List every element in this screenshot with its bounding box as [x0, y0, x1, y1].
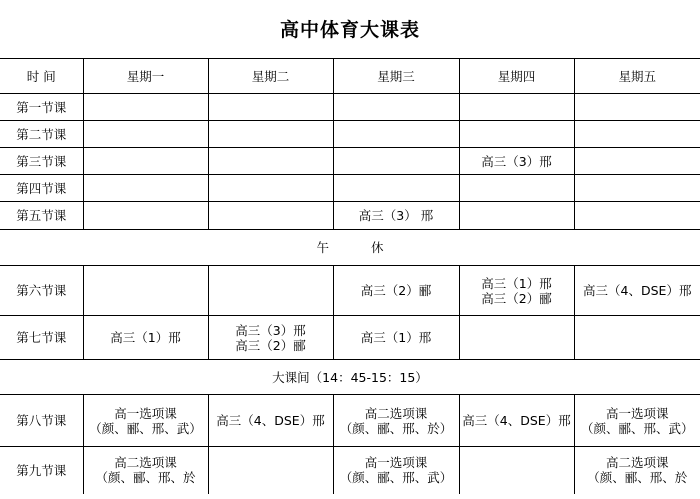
period-row: [0, 395, 700, 447]
class-cell-fri: [574, 94, 700, 121]
class-entry: 高二选项课: [364, 405, 428, 421]
period-label: 第七节课: [0, 316, 83, 360]
period-label: 第八节课: [0, 395, 83, 447]
class-cell-fri: [574, 316, 700, 360]
class-cell-mon: [83, 395, 208, 447]
class-cell-thu: [459, 395, 574, 447]
class-cell-wed: [333, 175, 459, 202]
class-cell-wed: [333, 94, 459, 121]
class-entry: （颜、郦、邢、於: [95, 470, 196, 486]
class-cell-thu: [459, 175, 574, 202]
class-entry: （颜、郦、邢、武）: [339, 470, 453, 486]
class-cell-thu: [459, 266, 574, 316]
period-label: 第九节课: [0, 447, 83, 494]
class-entry: 高三（3）邢: [235, 322, 306, 338]
class-entry: （颜、郦、邢、於）: [339, 420, 453, 436]
class-cell-mon: [83, 202, 208, 230]
class-entry: 高三（4、DSE）邢: [462, 413, 571, 428]
noon-break-text: 休: [371, 240, 384, 255]
class-cell-thu: [459, 148, 574, 175]
class-cell-tue: [208, 148, 333, 175]
schedule-table: [0, 58, 700, 494]
header-row: [0, 59, 700, 94]
class-entry: 高三（1）邢: [110, 330, 181, 345]
class-entry: 高三（2）郦: [481, 290, 552, 306]
class-entry: 高三（2）郦: [235, 337, 306, 353]
class-cell-fri: [574, 202, 700, 230]
class-cell-mon: [83, 266, 208, 316]
class-cell-tue: [208, 316, 333, 360]
class-entry: 高三（3） 邢: [358, 208, 434, 223]
class-cell-fri: [574, 121, 700, 148]
class-entry: 高二选项课: [605, 455, 669, 471]
period-row: [0, 266, 700, 316]
period-row: [0, 94, 700, 121]
class-entry: 高一选项课: [114, 405, 177, 421]
big-break: 大课间（14：45-15：15）: [0, 360, 700, 395]
day-header-fri: 星期五: [574, 59, 700, 94]
class-cell-wed: [333, 148, 459, 175]
class-cell-mon: [83, 175, 208, 202]
class-cell-wed: [333, 316, 459, 360]
class-cell-mon: [83, 94, 208, 121]
period-label: 第六节课: [0, 266, 83, 316]
class-entry: 高三（3）邢: [481, 153, 552, 169]
class-cell-fri: [574, 148, 700, 175]
class-cell-tue: [208, 175, 333, 202]
noon-break: [0, 230, 700, 266]
period-label: 第一节课: [0, 94, 83, 121]
period-label: 第二节课: [0, 121, 83, 148]
class-cell-wed: [333, 121, 459, 148]
class-entry: （颜、郦、邢、於: [587, 470, 688, 486]
period-row: [0, 175, 700, 202]
class-entry: 高三（2）郦: [360, 283, 432, 298]
class-cell-fri: [574, 447, 700, 494]
period-label: 第三节课: [0, 148, 83, 175]
class-cell-fri: [574, 395, 700, 447]
big-break-row: [0, 360, 700, 395]
class-entry: 高一选项课: [605, 405, 669, 421]
period-row: [0, 316, 700, 360]
page-title: 高中体育大课表: [279, 19, 420, 41]
class-cell-tue: [208, 202, 333, 230]
class-cell-thu: [459, 94, 574, 121]
day-header-mon: 星期一: [83, 59, 208, 94]
class-entry: 高三（4、DSE）邢: [216, 413, 325, 428]
class-entry: （颜、郦、邢、武）: [580, 420, 694, 436]
noon-break-text: 午: [316, 240, 329, 255]
class-entry: 高一选项课: [364, 455, 428, 471]
class-cell-tue: [208, 121, 333, 148]
day-header-thu: 星期四: [459, 59, 574, 94]
time-header: 时 间: [0, 59, 83, 94]
class-cell-wed: [333, 395, 459, 447]
class-entry: （颜、郦、邢、武）: [89, 420, 202, 436]
class-cell-wed: [333, 202, 459, 230]
class-entry: 高三（1）邢: [360, 330, 432, 345]
class-cell-wed: [333, 266, 459, 316]
class-cell-fri: [574, 175, 700, 202]
class-cell-mon: [83, 148, 208, 175]
class-cell-tue: [208, 94, 333, 121]
class-cell-wed: [333, 447, 459, 494]
class-cell-tue: [208, 266, 333, 316]
day-header-tue: 星期二: [208, 59, 333, 94]
class-cell-mon: [83, 316, 208, 360]
noon-break-row: [0, 230, 700, 266]
day-header-wed: 星期三: [333, 59, 459, 94]
class-cell-tue: [208, 395, 333, 447]
class-cell-fri: [574, 266, 700, 316]
class-cell-thu: [459, 316, 574, 360]
period-row: [0, 148, 700, 175]
class-cell-tue: [208, 447, 333, 494]
class-entry: 高三（1）邢: [481, 275, 552, 291]
period-row: [0, 202, 700, 230]
class-cell-thu: [459, 202, 574, 230]
class-cell-thu: [459, 447, 574, 494]
period-label: 第五节课: [0, 202, 83, 230]
class-entry: 高二选项课: [114, 455, 177, 471]
class-cell-mon: [83, 121, 208, 148]
period-label: 第四节课: [0, 175, 83, 202]
class-cell-thu: [459, 121, 574, 148]
class-cell-mon: [83, 447, 208, 494]
period-row: [0, 447, 700, 494]
period-row: [0, 121, 700, 148]
class-entry: 高三（4、DSE）邢: [583, 283, 692, 298]
